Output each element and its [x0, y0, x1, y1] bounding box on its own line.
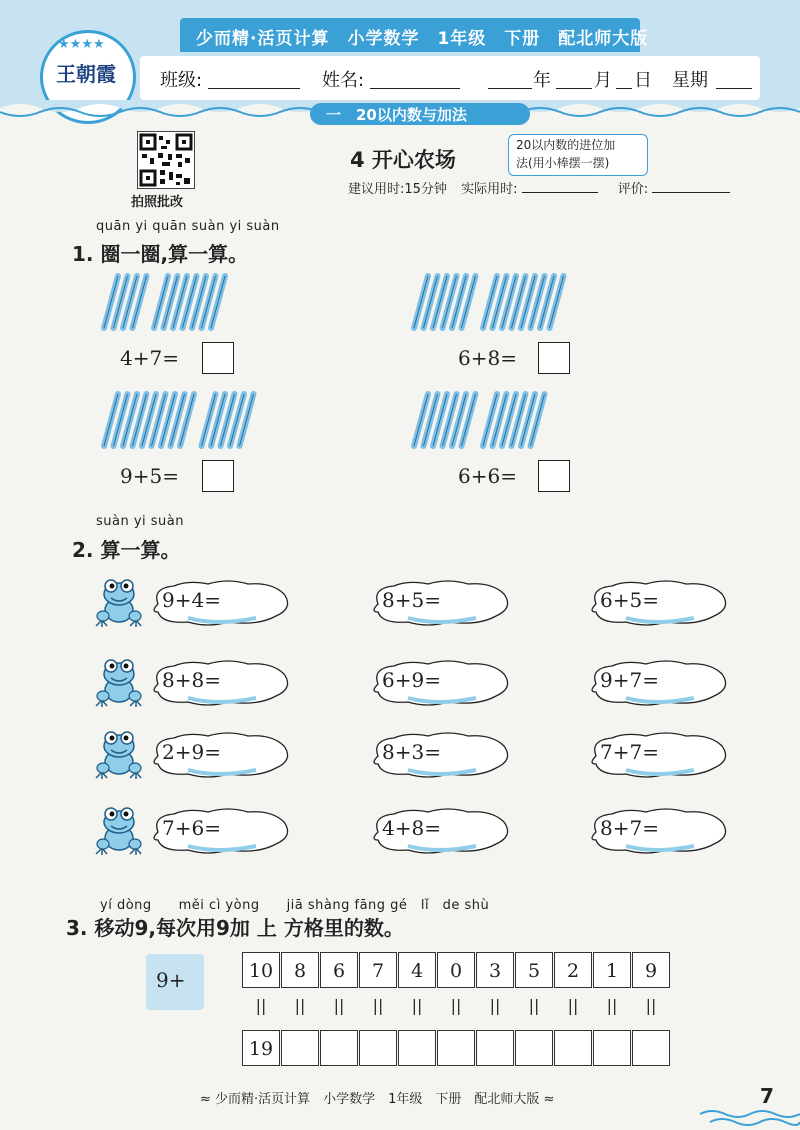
- q2-equation: 9+4=: [162, 588, 221, 612]
- q3-equals-sign: ||: [255, 996, 267, 1015]
- q1-answer-box-3[interactable]: [202, 460, 234, 492]
- sticks-4-7: [90, 270, 290, 334]
- rating-label: 评价:: [617, 182, 649, 197]
- q2-equation: 6+5=: [600, 588, 659, 612]
- logo-text: 王朝霞: [56, 62, 116, 86]
- q3-answer-cell[interactable]: [320, 1030, 358, 1066]
- q3-answer-cell[interactable]: [554, 1030, 592, 1066]
- q3-top-cell: 9: [632, 952, 670, 988]
- q3-top-cell: 8: [281, 952, 319, 988]
- lesson-tag-line2: 法(用小棒摆一摆): [516, 156, 610, 170]
- month-label: 月: [594, 70, 612, 91]
- year-field[interactable]: [488, 68, 532, 89]
- q1-answer-box-2[interactable]: [538, 342, 570, 374]
- q3-equals-sign: ||: [489, 996, 501, 1015]
- q3-equals-sign: ||: [294, 996, 306, 1015]
- q1-answer-box-1[interactable]: [202, 342, 234, 374]
- q3-equals-sign: ||: [450, 996, 462, 1015]
- name-field[interactable]: [370, 68, 460, 89]
- frog-icon: [94, 656, 144, 708]
- q3-answer-cell[interactable]: [359, 1030, 397, 1066]
- q3-answer-cell[interactable]: [398, 1030, 436, 1066]
- q2-equation: 6+9=: [382, 668, 441, 692]
- q1-eq-1: 4+7=: [120, 346, 179, 370]
- nine-plus-label: 9+: [156, 968, 186, 992]
- q2-equation: 2+9=: [162, 740, 221, 764]
- frog-icon: [94, 728, 144, 780]
- q2-equation: 9+7=: [600, 668, 659, 692]
- q2-equation: 7+6=: [162, 816, 221, 840]
- frog-icon: [94, 576, 144, 628]
- q3-top-cell: 7: [359, 952, 397, 988]
- lesson-tag: [516, 136, 642, 172]
- suggested-time: 建议用时:15分钟: [348, 182, 447, 197]
- class-label: 班级:: [160, 70, 203, 91]
- lesson-title: 4 开心农场: [350, 148, 456, 172]
- q3-answer-cell[interactable]: [515, 1030, 553, 1066]
- frog-icon: [94, 804, 144, 856]
- q3-equals-sign: ||: [372, 996, 384, 1015]
- q3-answer-cell[interactable]: [281, 1030, 319, 1066]
- day-field[interactable]: [616, 68, 632, 89]
- q2-equation: 4+8=: [382, 816, 441, 840]
- lesson-tag-line1: 20以内数的进位加: [516, 138, 616, 152]
- q1-title: 1. 圈一圈,算一算。: [72, 242, 249, 266]
- q3-top-cell: 1: [593, 952, 631, 988]
- qr-caption: 拍照批改: [131, 195, 184, 210]
- q1-eq-4: 6+6=: [458, 464, 517, 488]
- header-series-text: 少而精·活页计算 小学数学 1年级 下册 配北师大版: [196, 29, 649, 49]
- q3-equals-sign: ||: [528, 996, 540, 1015]
- q1-eq-2: 6+8=: [458, 346, 517, 370]
- q1-eq-3: 9+5=: [120, 464, 179, 488]
- q2-equation: 7+7=: [600, 740, 659, 764]
- q3-equals-sign: ||: [645, 996, 657, 1015]
- class-field[interactable]: [208, 68, 300, 89]
- q3-answer-cell: 19: [242, 1030, 280, 1066]
- day-label: 日: [634, 70, 652, 91]
- q3-pinyin: yí dòng měi cì yòng jiā shàng fāng gé lǐ de shù: [100, 898, 490, 913]
- q3-top-cell: 4: [398, 952, 436, 988]
- footer-wave: [700, 1100, 800, 1130]
- q2-equation: 8+8=: [162, 668, 221, 692]
- logo-stars: ★★★★: [58, 37, 105, 52]
- q3-equals-sign: ||: [606, 996, 618, 1015]
- q3-answer-cell[interactable]: [632, 1030, 670, 1066]
- month-field[interactable]: [556, 68, 592, 89]
- year-label: 年: [533, 70, 551, 91]
- time-row: [348, 178, 730, 197]
- actual-time-field[interactable]: [522, 192, 598, 193]
- q2-equation: 8+7=: [600, 816, 659, 840]
- sticks-6-6: [400, 388, 600, 452]
- q3-title: 3. 移动9,每次用9加 上 方格里的数。: [66, 916, 404, 940]
- qr-code-icon[interactable]: [137, 131, 195, 189]
- actual-time-label: 实际用时:: [461, 182, 518, 197]
- q3-top-cell: 0: [437, 952, 475, 988]
- q2-pinyin: suàn yi suàn: [96, 514, 185, 529]
- sticks-6-8: [400, 270, 600, 334]
- rating-field[interactable]: [652, 192, 730, 193]
- page-number: 7: [760, 1084, 774, 1108]
- q1-answer-box-4[interactable]: [538, 460, 570, 492]
- weekday-field[interactable]: [716, 68, 752, 89]
- q3-equals-sign: ||: [411, 996, 423, 1015]
- q3-top-cell: 5: [515, 952, 553, 988]
- unit-title: 一 20以内数与加法: [326, 106, 467, 124]
- q2-title: 2. 算一算。: [72, 538, 181, 562]
- name-label: 姓名:: [322, 70, 365, 91]
- q3-equals-sign: ||: [333, 996, 345, 1015]
- q3-equals-sign: ||: [567, 996, 579, 1015]
- sticks-9-5: [90, 388, 300, 452]
- q3-top-cell: 6: [320, 952, 358, 988]
- q3-answer-cell[interactable]: [593, 1030, 631, 1066]
- q3-answer-cell[interactable]: [437, 1030, 475, 1066]
- q2-equation: 8+5=: [382, 588, 441, 612]
- q3-top-cell: 10: [242, 952, 280, 988]
- q2-equation: 8+3=: [382, 740, 441, 764]
- footer-text: ≈ 少而精·活页计算 小学数学 1年级 下册 配北师大版 ≈: [200, 1092, 555, 1107]
- q3-top-cell: 3: [476, 952, 514, 988]
- q3-top-cell: 2: [554, 952, 592, 988]
- weekday-label: 星期: [672, 70, 708, 91]
- q3-answer-cell[interactable]: [476, 1030, 514, 1066]
- q1-pinyin: quān yi quān suàn yi suàn: [96, 219, 280, 234]
